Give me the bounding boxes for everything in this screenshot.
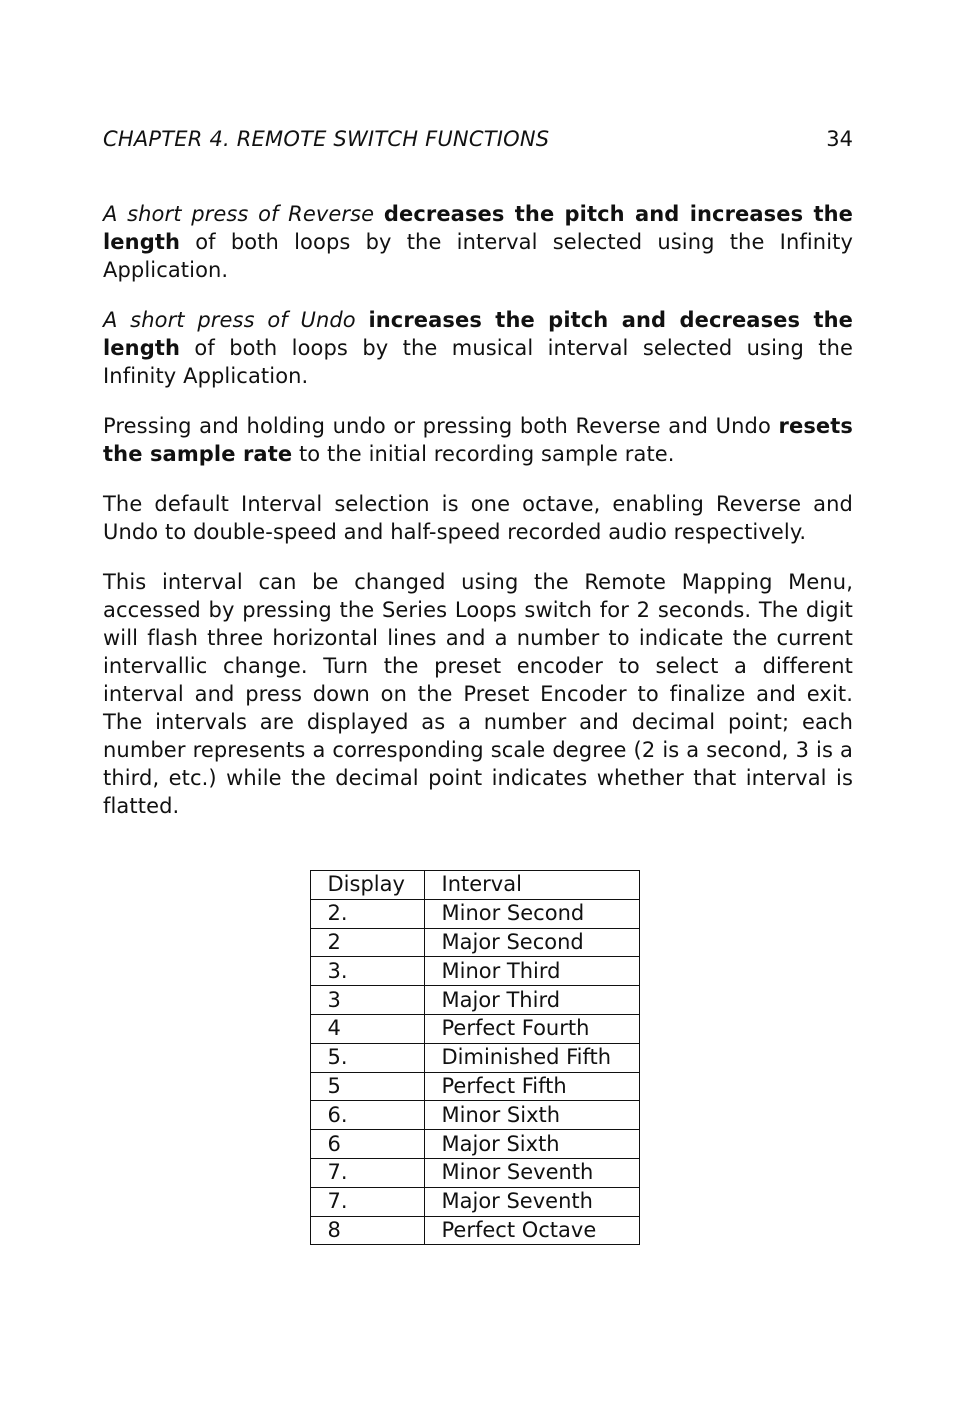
interval-cell: Major Second: [424, 928, 639, 957]
paragraph-reset-before: Pressing and holding undo or pressing both Reverse and Undo: [103, 414, 771, 438]
interval-cell: Minor Seventh: [424, 1158, 639, 1187]
table-row: [310, 957, 639, 986]
paragraph-reverse-bold: decreases the pitch and increases the length: [103, 202, 854, 254]
paragraph-reverse: [103, 200, 853, 284]
paragraph-undo-lead: A short press of Undo: [103, 308, 356, 332]
interval-cell: Minor Third: [424, 957, 639, 986]
interval-cell: Major Seventh: [424, 1187, 639, 1216]
page-number: 34: [826, 127, 853, 151]
document-page: [103, 120, 853, 1245]
display-cell: 7.: [310, 1158, 424, 1187]
paragraph-interval-change: This interval can be changed using the Remote Mapping Menu, accessed by pressing the Series Loops switch for 2 seconds. The digit will flash three horizontal lines and a number to indicate the current intervallic change. Turn the preset encoder to select a different interval and press down on the Preset Encoder to finalize and exit. The intervals are displayed as a number and decimal point; each number represents a corresponding scale degree (2 is a second, 3 is a third, etc.) while the decimal point indicates whether that interval is flatted.: [103, 570, 853, 818]
display-cell: 7.: [310, 1187, 424, 1216]
display-cell: 5.: [310, 1043, 424, 1072]
display-cell: 8: [310, 1216, 424, 1245]
interval-cell: Perfect Fourth: [424, 1014, 639, 1043]
interval-cell: Perfect Octave: [424, 1216, 639, 1245]
interval-cell: Major Third: [424, 986, 639, 1015]
display-cell: 6.: [310, 1101, 424, 1130]
paragraph-reset-bold: resets the sample rate: [103, 414, 853, 466]
interval-table-wrapper: [103, 870, 853, 1245]
table-row: [310, 986, 639, 1015]
paragraph-default-interval: The default Interval selection is one octave, enabling Reverse and Undo to double-speed and half-speed recorded audio respectively.: [103, 492, 853, 544]
interval-cell: Major Sixth: [424, 1130, 639, 1159]
display-cell: 2.: [310, 899, 424, 928]
table-row: [310, 1101, 639, 1130]
paragraph-reverse-rest: of both loops by the interval selected using the Infinity Application.: [103, 230, 853, 282]
column-header-interval: Interval: [424, 871, 639, 900]
paragraph-reverse-lead: A short press of Reverse: [103, 202, 375, 226]
display-cell: 2: [310, 928, 424, 957]
table-row: [310, 1014, 639, 1043]
paragraph-reset: [103, 412, 853, 468]
table-row: [310, 1130, 639, 1159]
interval-cell: Diminished Fifth: [424, 1043, 639, 1072]
paragraph-undo: [103, 306, 853, 390]
interval-cell: Minor Second: [424, 899, 639, 928]
table-row: [310, 1072, 639, 1101]
display-cell: 5: [310, 1072, 424, 1101]
chapter-title: CHAPTER 4. REMOTE SWITCH FUNCTIONS: [103, 127, 550, 151]
display-cell: 3.: [310, 957, 424, 986]
display-cell: 3: [310, 986, 424, 1015]
paragraph-undo-bold: increases the pitch and decreases the length: [103, 308, 853, 360]
interval-table: [310, 870, 640, 1245]
table-row: [310, 928, 639, 957]
interval-cell: Perfect Fifth: [424, 1072, 639, 1101]
table-row: [310, 1158, 639, 1187]
table-row: [310, 1043, 639, 1072]
table-row: [310, 899, 639, 928]
table-row: [310, 1187, 639, 1216]
running-header: [103, 120, 853, 158]
column-header-display: Display: [310, 871, 424, 900]
paragraph-undo-rest: of both loops by the musical interval selected using the Infinity Application.: [103, 336, 853, 388]
paragraph-reset-after: to the initial recording sample rate.: [298, 442, 675, 466]
display-cell: 4: [310, 1014, 424, 1043]
table-header-row: [310, 871, 639, 900]
display-cell: 6: [310, 1130, 424, 1159]
interval-cell: Minor Sixth: [424, 1101, 639, 1130]
table-row: [310, 1216, 639, 1245]
